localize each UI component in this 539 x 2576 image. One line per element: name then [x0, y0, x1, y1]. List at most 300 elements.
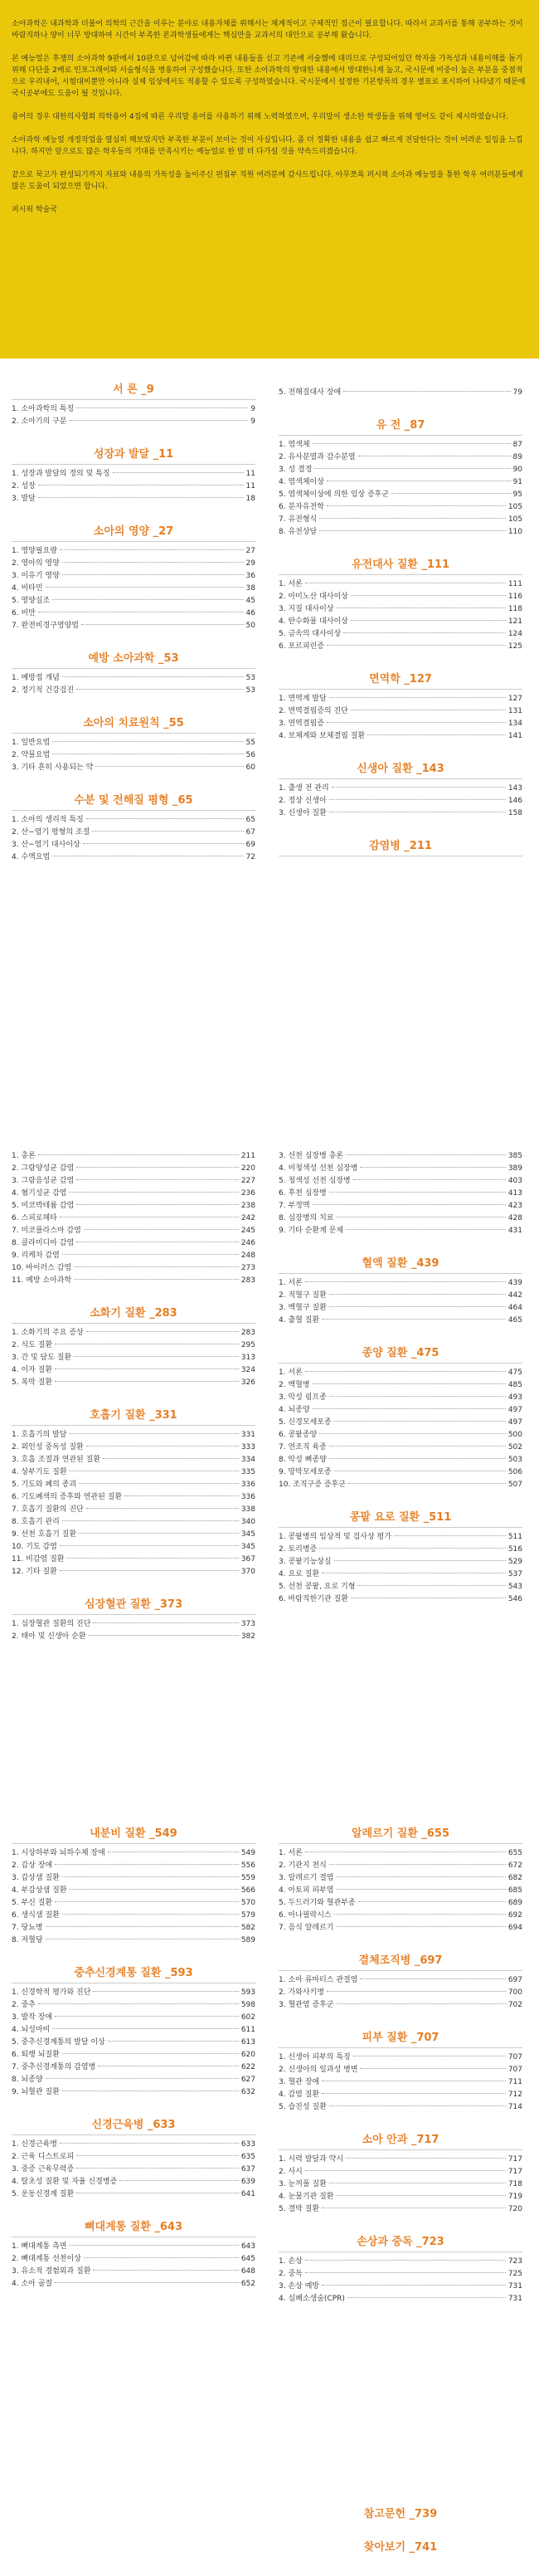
toc-list	[279, 1367, 522, 1491]
toc-entry-page: 326	[240, 1378, 255, 1387]
toc-entry[interactable]	[12, 2151, 255, 2164]
toc-entry[interactable]	[12, 1339, 255, 1352]
toc-entry[interactable]	[279, 730, 522, 743]
toc-entry[interactable]	[12, 1554, 255, 1566]
toc-entry[interactable]	[12, 1163, 255, 1175]
toc-entry[interactable]	[279, 2154, 522, 2166]
toc-entry[interactable]	[279, 1417, 522, 1429]
toc-entry[interactable]	[12, 595, 255, 607]
toc-entry-title: 5. 염색체이상에 의한 임상 증후군	[279, 490, 390, 499]
toc-entry-title: 2. 외인성 중독성 질환	[12, 1443, 84, 1451]
toc-entry[interactable]	[279, 1872, 522, 1885]
toc-entry[interactable]	[279, 1367, 522, 1379]
toc-entry[interactable]	[279, 1225, 522, 1237]
toc-entry[interactable]	[279, 1188, 522, 1200]
toc-entry-page: 91	[512, 478, 522, 486]
toc-entry[interactable]	[12, 814, 255, 827]
toc-entry-page: 9	[250, 417, 255, 426]
toc-column-right	[279, 1826, 522, 2324]
leader-dots	[336, 607, 505, 608]
toc-entry-page: 345	[240, 1530, 255, 1539]
toc-entry-title: 4. 보체계와 보체결핍 질환	[279, 732, 366, 740]
toc-entry-title: 8. 클라미디아 감염	[12, 1239, 75, 1247]
toc-entry-page: 439	[507, 1279, 522, 1287]
toc-entry[interactable]	[279, 1175, 522, 1188]
section-title[interactable]: 신생아 질환 _143	[279, 761, 522, 778]
toc-entry[interactable]	[279, 1531, 522, 1544]
toc-entry-page: 373	[240, 1620, 255, 1628]
toc-entry[interactable]	[12, 1922, 255, 1934]
toc-list	[279, 1150, 522, 1237]
toc-entry-title: 4. 비타민	[12, 584, 43, 593]
toc-entry-page: 65	[245, 816, 255, 824]
toc-entry[interactable]	[12, 2188, 255, 2201]
toc-entry[interactable]	[12, 1275, 255, 1287]
leader-dots	[86, 818, 244, 819]
leader-dots	[334, 1560, 506, 1561]
toc-entry[interactable]	[279, 1860, 522, 1872]
toc-entry-title: 6. 아나필락시스	[279, 1911, 332, 1920]
toc-entry[interactable]	[279, 603, 522, 616]
toc-entry-page: 60	[245, 764, 255, 772]
toc-entry-title: 4. 뇌종양	[279, 1406, 310, 1414]
toc-entry[interactable]	[12, 1327, 255, 1339]
section-title[interactable]: 예방 소아과학 _53	[12, 651, 255, 667]
leader-dots	[305, 2272, 506, 2273]
leader-dots	[343, 632, 506, 633]
toc-entry-page: 50	[245, 622, 255, 630]
toc-entry-page: 385	[507, 1152, 522, 1160]
toc-entry[interactable]	[12, 1529, 255, 1541]
toc-entry-page: 336	[240, 1493, 255, 1501]
toc-entry-title: 1. 성장과 발달의 정의 및 특징	[12, 470, 110, 478]
section-title[interactable]: 혈액 질환 _439	[279, 1256, 522, 1272]
toc-entry[interactable]	[279, 526, 522, 539]
toc-entry[interactable]	[12, 570, 255, 583]
toc-entry[interactable]	[279, 2191, 522, 2203]
toc-entry[interactable]	[12, 1910, 255, 1922]
toc-entry[interactable]	[12, 2266, 255, 2278]
toc-entry[interactable]	[12, 1516, 255, 1529]
toc-entry[interactable]	[279, 1581, 522, 1593]
toc-entry-page: 389	[507, 1164, 522, 1173]
toc-entry[interactable]	[279, 1163, 522, 1175]
toc-entry[interactable]	[12, 468, 255, 481]
leader-dots	[86, 1508, 239, 1509]
toc-entry-page: 245	[240, 1227, 255, 1235]
toc-entry[interactable]	[279, 1556, 522, 1569]
toc-entry-page: 497	[507, 1418, 522, 1427]
section-title[interactable]: 성장과 발달 _11	[12, 446, 255, 463]
toc-entry[interactable]	[279, 1544, 522, 1556]
toc-entry[interactable]	[12, 493, 255, 505]
toc-entry-title: 3. 발달	[12, 495, 36, 503]
toc-entry[interactable]	[12, 1364, 255, 1377]
toc-entry[interactable]	[279, 1392, 522, 1404]
toc-entry[interactable]	[279, 1277, 522, 1290]
toc-entry-title: 2. 식도 질환	[12, 1341, 53, 1349]
toc-entry[interactable]	[12, 583, 255, 595]
toc-entry[interactable]	[279, 2064, 522, 2076]
toc-entry[interactable]	[12, 2024, 255, 2037]
toc-entry[interactable]	[279, 2268, 522, 2281]
leader-dots	[93, 1622, 238, 1623]
leader-dots	[46, 587, 244, 588]
toc-entry-page: 598	[240, 2001, 255, 2009]
toc-entry[interactable]	[279, 1200, 522, 1212]
toc-entry-title: 4. 탈초성 질환 및 자율 신경병증	[12, 2178, 118, 2186]
toc-entry[interactable]	[12, 2164, 255, 2176]
section-title[interactable]: 감염병 _211	[279, 838, 522, 855]
toc-entry-title: 2. 소아기의 구분	[12, 417, 67, 426]
leader-dots	[79, 1483, 239, 1484]
toc-entry-title: 3. 지질 대사이상	[279, 605, 334, 613]
toc-entry-page: 632	[240, 2088, 255, 2096]
toc-entry[interactable]	[279, 1212, 522, 1225]
toc-list	[279, 387, 522, 399]
section-title[interactable]: 수분 및 전해질 평형 _65	[12, 793, 255, 809]
toc-entry-page: 493	[507, 1393, 522, 1402]
toc-entry-page: 45	[245, 597, 255, 605]
leader-dots	[360, 2068, 505, 2069]
toc-entry[interactable]	[279, 501, 522, 514]
toc-entry[interactable]	[279, 1897, 522, 1910]
toc-entry[interactable]	[279, 628, 522, 641]
toc-entry[interactable]	[12, 1541, 255, 1554]
section-title[interactable]: 소아의 치료원칙 _55	[12, 715, 255, 732]
toc-entry[interactable]	[12, 2086, 255, 2099]
toc-entry-page: 67	[245, 828, 255, 837]
toc-entry[interactable]	[279, 2076, 522, 2089]
section-title[interactable]: 유전대사 질환 _111	[279, 557, 522, 573]
toc-entry[interactable]	[12, 2074, 255, 2086]
toc-section	[279, 1953, 522, 2012]
toc-entry[interactable]	[279, 705, 522, 718]
toc-entry[interactable]	[12, 545, 255, 558]
toc-entry[interactable]	[279, 718, 522, 730]
toc-entry-title: 4. 탄수화물 대사이상	[279, 617, 348, 626]
leader-dots	[336, 1876, 505, 1877]
toc-list	[279, 2256, 522, 2305]
toc-entry[interactable]	[279, 591, 522, 603]
section-title[interactable]: 서 론 _9	[12, 382, 255, 398]
toc-entry-title: 10. 조직구증 증후군	[279, 1481, 346, 1489]
toc-entry[interactable]	[12, 416, 255, 428]
toc-entry[interactable]	[12, 1491, 255, 1504]
leader-dots	[69, 1433, 238, 1434]
leader-dots	[60, 549, 244, 550]
toc-entry[interactable]	[12, 1479, 255, 1491]
section-title[interactable]: 소아 안과 _717	[279, 2132, 522, 2149]
toc-entry-page: 707	[507, 2066, 522, 2074]
toc-entry[interactable]	[279, 2166, 522, 2178]
toc-entry-title: 2. 태아 및 신생아 순환	[12, 1632, 86, 1641]
toc-entry[interactable]	[279, 1466, 522, 1479]
section-title[interactable]: 호흡기 질환 _331	[12, 1408, 255, 1424]
section-title[interactable]: 내분비 질환 _549	[12, 1826, 255, 1842]
toc-entry[interactable]	[279, 1593, 522, 1606]
section-title[interactable]: 결체조직병 _697	[279, 1953, 522, 1969]
leader-dots	[60, 1545, 239, 1546]
section-title[interactable]: 면역학 _127	[279, 671, 522, 688]
toc-entry[interactable]	[12, 1352, 255, 1364]
toc-entry[interactable]	[12, 2176, 255, 2188]
leader-dots	[305, 2170, 506, 2171]
toc-entry-page: 559	[240, 1874, 255, 1882]
toc-entry[interactable]	[12, 1566, 255, 1578]
toc-list	[12, 2241, 255, 2291]
toc-entry-page: 27	[245, 547, 255, 555]
toc-entry-page: 593	[240, 1988, 255, 1997]
toc-entry[interactable]	[12, 1454, 255, 1466]
toc-entry-page: 697	[507, 1976, 522, 1984]
toc-entry[interactable]	[12, 2253, 255, 2266]
toc-entry[interactable]	[12, 1847, 255, 1860]
toc-entry-title: 2. 중독	[279, 2270, 303, 2278]
toc-entry[interactable]	[279, 2256, 522, 2268]
toc-entry[interactable]	[12, 2061, 255, 2074]
toc-entry[interactable]	[12, 1872, 255, 1885]
toc-entry[interactable]	[279, 439, 522, 451]
toc-entry[interactable]	[12, 1631, 255, 1643]
toc-entry-page: 637	[240, 2165, 255, 2174]
toc-entry-title: 2. 그람양성균 감염	[12, 1164, 75, 1173]
toc-entry[interactable]	[279, 1885, 522, 1897]
toc-entry-page: 331	[240, 1431, 255, 1439]
toc-entry[interactable]	[12, 1175, 255, 1188]
toc-entry-title: 5. 복막 질환	[12, 1378, 53, 1387]
toc-entry-title: 9. 리케차 감염	[12, 1251, 60, 1260]
toc-entry[interactable]	[12, 851, 255, 864]
toc-entry[interactable]	[12, 2278, 255, 2291]
toc-entry[interactable]	[279, 2178, 522, 2191]
toc-entry[interactable]	[12, 1262, 255, 1275]
toc-entry[interactable]	[12, 827, 255, 839]
toc-entry-page: 53	[245, 674, 255, 682]
toc-entry[interactable]	[12, 749, 255, 762]
toc-entry[interactable]	[12, 2241, 255, 2253]
section-title[interactable]: 콩팥 요로 질환 _511	[279, 1510, 522, 1526]
preface-banner	[0, 0, 539, 359]
leader-dots	[334, 1421, 506, 1422]
toc-entry[interactable]	[279, 2052, 522, 2064]
toc-entry[interactable]	[12, 2049, 255, 2061]
toc-entry[interactable]	[12, 1188, 255, 1200]
toc-entry[interactable]	[279, 693, 522, 705]
leader-dots	[52, 599, 243, 600]
toc-entry[interactable]	[279, 2101, 522, 2114]
toc-entry[interactable]	[279, 451, 522, 464]
toc-entry-title: 2. 유사분열과 감수분열	[279, 453, 356, 461]
toc-column-left	[12, 1145, 255, 1661]
toc-entry-page: 124	[507, 630, 522, 638]
preface-signature: 퍼시픽 학술국	[12, 206, 58, 214]
toc-list	[12, 403, 255, 428]
toc-entry-page: 579	[240, 1911, 255, 1920]
toc-entry-page: 79	[512, 388, 522, 397]
toc-entry[interactable]	[279, 2281, 522, 2293]
toc-entry[interactable]	[279, 1999, 522, 2012]
toc-entry[interactable]	[279, 616, 522, 628]
toc-entry[interactable]	[12, 481, 255, 493]
section-title[interactable]: 소화기 질환 _283	[12, 1305, 255, 1322]
leader-dots	[391, 493, 510, 494]
leader-dots	[347, 2297, 506, 2298]
toc-entry[interactable]	[279, 795, 522, 807]
leader-dots	[329, 1192, 506, 1193]
toc-entry[interactable]	[279, 1847, 522, 1860]
toc-entry[interactable]	[12, 1934, 255, 1947]
toc-entry[interactable]	[12, 1618, 255, 1631]
toc-entry-title: 7. 완전비경구영양법	[12, 622, 80, 630]
toc-entry[interactable]	[279, 2293, 522, 2305]
toc-entry[interactable]	[279, 1442, 522, 1454]
toc-entry[interactable]	[12, 672, 255, 685]
leader-dots	[329, 799, 506, 800]
toc-entry[interactable]	[279, 807, 522, 820]
toc-entry[interactable]	[279, 476, 522, 489]
toc-entry-page: 431	[507, 1227, 522, 1235]
toc-entry-title: 7. 호흡기 질환의 진단	[12, 1505, 84, 1514]
toc-entry[interactable]	[12, 2139, 255, 2151]
toc-entry[interactable]	[279, 464, 522, 476]
leader-dots	[346, 1154, 506, 1155]
leader-dots	[46, 2078, 239, 2079]
toc-entry[interactable]	[279, 1302, 522, 1315]
section-title[interactable]: 손상과 중독 _723	[279, 2234, 522, 2251]
toc-entry[interactable]	[12, 1504, 255, 1516]
toc-entry[interactable]	[12, 839, 255, 851]
section-title[interactable]: 참고문헌 _739	[363, 2508, 438, 2520]
toc-entry-title: 8. 호흡기 관리	[12, 1518, 60, 1526]
leader-dots	[329, 697, 506, 698]
toc-entry[interactable]	[12, 1999, 255, 2012]
toc-entry[interactable]	[279, 1974, 522, 1987]
toc-entry[interactable]	[279, 2089, 522, 2101]
toc-entry[interactable]	[12, 1885, 255, 1897]
toc-entry[interactable]	[279, 1429, 522, 1442]
toc-entry[interactable]	[12, 1225, 255, 1237]
toc-entry-title: 1. 시력 발달과 약시	[279, 2155, 344, 2164]
toc-entry[interactable]	[279, 578, 522, 591]
toc-entry[interactable]	[12, 2037, 255, 2049]
toc-entry-page: 556	[240, 1861, 255, 1870]
toc-entry-page: 611	[240, 2026, 255, 2034]
toc-entry-title: 6. 포르피린증	[279, 642, 324, 651]
toc-entry[interactable]	[12, 1442, 255, 1454]
toc-entry[interactable]	[12, 403, 255, 416]
toc-entry[interactable]	[279, 1910, 522, 1922]
toc-entry[interactable]	[12, 1150, 255, 1163]
section-title[interactable]: 소아의 영양 _27	[12, 524, 255, 540]
toc-entry-title: 5. 부신 질환	[12, 1899, 53, 1907]
toc-entry[interactable]	[279, 1569, 522, 1581]
toc-entry-title: 4. 뇌성마비	[12, 2026, 51, 2034]
section-title[interactable]: 유 전 _87	[279, 417, 522, 434]
toc-entry-title: 8. 유전상담	[279, 528, 318, 536]
toc-entry[interactable]	[12, 1377, 255, 1389]
section-title[interactable]: 신경근육병 _633	[12, 2117, 255, 2134]
toc-entry-title: 3. 산−염기 대사이상	[12, 841, 80, 849]
toc-entry[interactable]	[279, 1150, 522, 1163]
toc-entry[interactable]	[12, 1429, 255, 1442]
toc-entry[interactable]	[12, 607, 255, 620]
toc-entry-page: 367	[240, 1555, 255, 1564]
toc-entry[interactable]	[279, 1404, 522, 1417]
toc-entry[interactable]	[12, 1466, 255, 1479]
toc-entry[interactable]	[279, 1922, 522, 1934]
toc-entry[interactable]	[279, 1987, 522, 1999]
toc-entry[interactable]	[12, 737, 255, 749]
toc-entry[interactable]	[12, 620, 255, 632]
section-title[interactable]: 종양 질환 _475	[279, 1345, 522, 1362]
toc-entry-page: 313	[240, 1354, 255, 1362]
leader-dots	[327, 722, 506, 723]
toc-entry-title: 5. 영양실조	[12, 597, 51, 605]
section-title[interactable]: 피부 질환 _707	[279, 2030, 522, 2047]
toc-entry[interactable]	[12, 762, 255, 774]
toc-entry[interactable]	[12, 1212, 255, 1225]
toc-entry-page: 689	[507, 1899, 522, 1907]
section-title[interactable]: 알레르기 질환 _655	[279, 1826, 522, 1842]
toc-entry[interactable]	[279, 2203, 522, 2216]
toc-entry-page: 283	[240, 1276, 255, 1285]
leader-dots	[327, 645, 506, 646]
toc-section	[12, 1150, 255, 1287]
toc-entry[interactable]	[279, 387, 522, 399]
section-title[interactable]: 뼈대계통 질환 _643	[12, 2219, 255, 2236]
toc-entry-title: 7. 중추신경계통의 감염병	[12, 2063, 96, 2071]
leader-dots	[394, 1535, 506, 1536]
section-title[interactable]: 중추신경계통 질환 _593	[12, 1965, 255, 1982]
toc-entry[interactable]	[279, 1315, 522, 1327]
toc-section	[12, 1826, 255, 1947]
toc-entry[interactable]	[279, 1379, 522, 1392]
leader-dots	[119, 2180, 239, 2181]
section-title[interactable]: 심장혈관 질환 _373	[12, 1597, 255, 1613]
leader-dots	[38, 2003, 239, 2004]
toc-entry[interactable]	[279, 514, 522, 526]
toc-entry-title: 4. 상부기도 질환	[12, 1468, 67, 1476]
leader-dots	[46, 1926, 239, 1927]
toc-entry-page: 11	[245, 470, 255, 478]
toc-section	[12, 793, 255, 864]
toc-entry[interactable]	[279, 641, 522, 653]
toc-entry[interactable]	[12, 1237, 255, 1250]
leader-dots	[62, 2053, 239, 2054]
toc-list	[12, 1618, 255, 1643]
toc-entry-title: 9. 망막모세포종	[279, 1468, 332, 1476]
section-title[interactable]: 찾아보기 _741	[363, 2541, 438, 2554]
toc-entry[interactable]	[12, 558, 255, 570]
toc-entry[interactable]	[12, 1987, 255, 1999]
leader-dots	[79, 1533, 239, 1534]
toc-entry[interactable]	[279, 1479, 522, 1491]
toc-entry[interactable]	[279, 783, 522, 795]
toc-entry[interactable]	[12, 1250, 255, 1262]
toc-entry-title: 3. 선천 심장병 총론	[279, 1152, 344, 1160]
toc-entry[interactable]	[12, 685, 255, 697]
toc-entry-title: 3. 중증 근육무력증	[12, 2165, 75, 2174]
toc-entry[interactable]	[12, 1200, 255, 1212]
toc-entry[interactable]	[279, 1454, 522, 1466]
toc-entry[interactable]	[12, 1897, 255, 1910]
toc-entry[interactable]	[12, 2012, 255, 2024]
toc-entry[interactable]	[12, 1860, 255, 1872]
toc-entry[interactable]	[279, 1290, 522, 1302]
toc-entry[interactable]	[279, 489, 522, 501]
toc-entry-title: 5. 중추신경계통의 발달 이상	[12, 2038, 105, 2047]
